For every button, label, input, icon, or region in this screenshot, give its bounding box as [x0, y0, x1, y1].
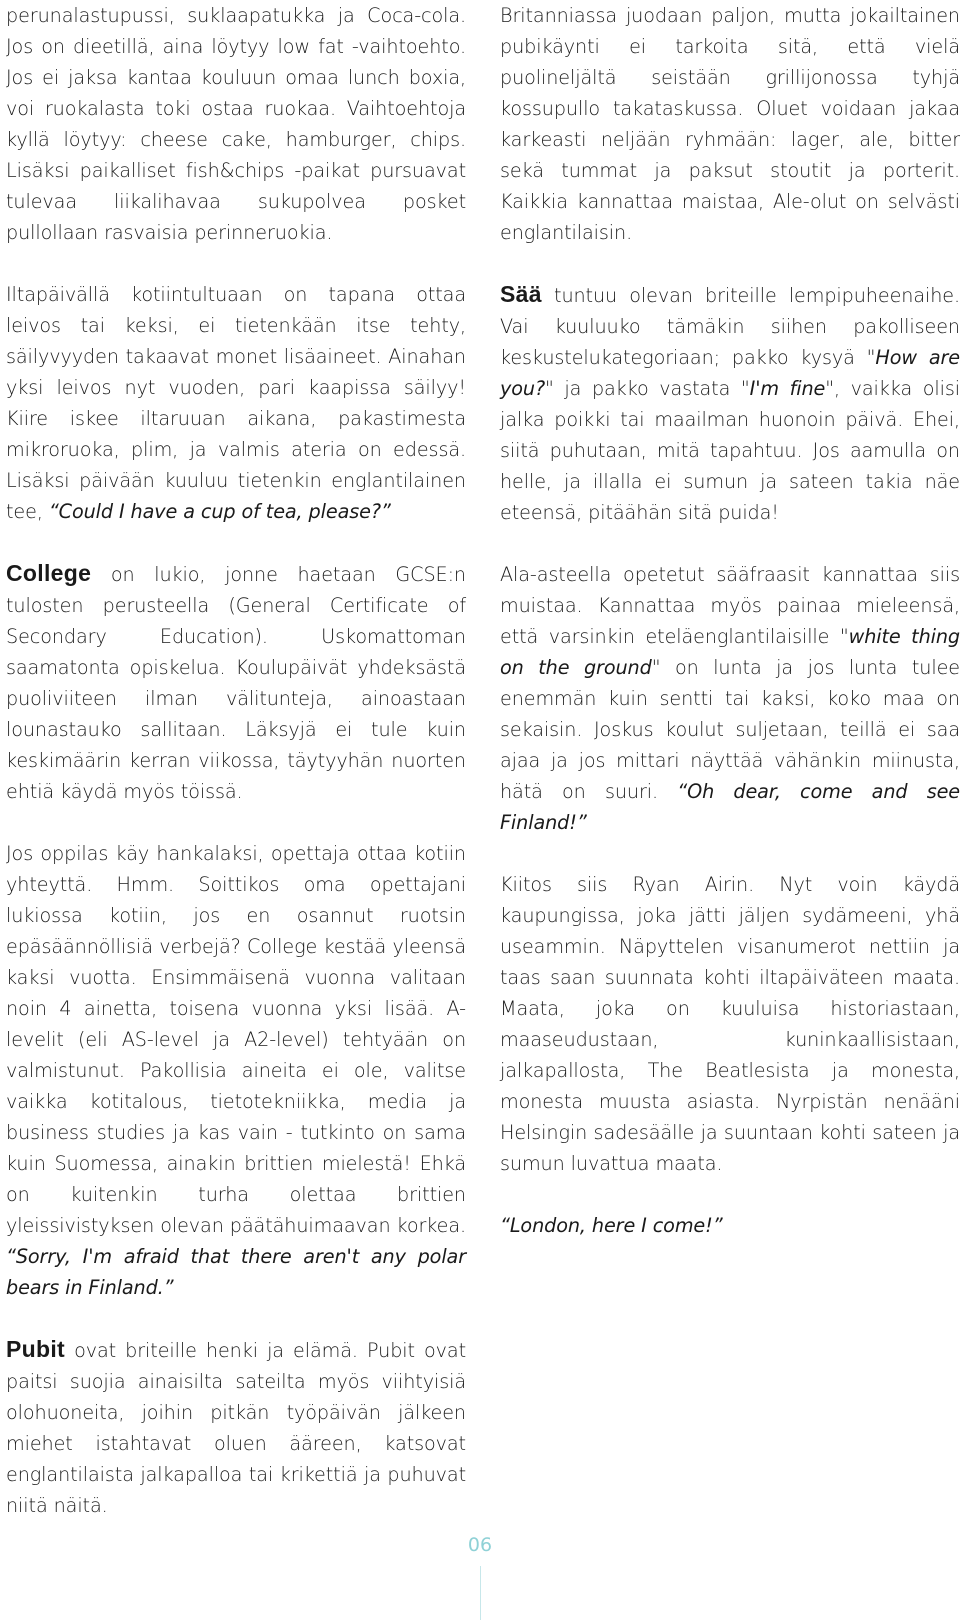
paragraph-teacher: Jos oppilas käy hankalaksi, opettaja ottaa kotiin yhteyttä. Hmm. Soittikos oma opettajani lukiossa kotiin, jos en osannut ruotsin epäsäännöllisiä verbejä? College kestää yleensä kaksi vuotta. Ensimmäisenä vuonna valitaan noin 4 ainetta, toisena vuonna yksi lisää. A-levelit (eli AS-level ja A2-level) tehtyään on valmistunut. Pakollisia aineita ei ole, valitse vaikka kotitalous, tietotekniikka, media ja business studies ja kas vain - tutkinto on sama kuin Suomessa, ainakin brittien mielestä! Ehkä on kuitenkin turha olettaa brittien yleissivistyksen olevan päätähuimaavan korkea. “Sorry, I'm afraid that there aren't any polar bears in Finland.”: [6, 842, 466, 1299]
right-column: [500, 0, 960, 1272]
paragraph-ryanair: Kiitos siis Ryan Airin. Nyt voin käydä kaupungissa, joka jätti jäljen sydämeeni, yhä useammin. Näpyttelen visanumerot nettiin ja taas saan suunnata kohti iltapäiväteen maata. Maata, joka on kuuluisa historiastaan, maaseudustaan, kuninkaallisistaan, jalkapallosta, The Beatlesista ja monesta, monesta muusta asiasta. Nyrpistän nenääni Helsingin sadesäälle ja suuntaan kohti sateen ja sumun luvattua maata.: [500, 873, 960, 1175]
quote-tea: “Could I have a cup of tea, please?”: [48, 500, 391, 523]
paragraph-weather: Sää tuntuu olevan briteille lempipuheenaihe. Vai kuuluuko tämäkin siihen pakolliseen keskustelukategoriaan; pakko kysyä "How are you?" ja pakko vastata "I'm fine", vaikka olisi jalka poikki tai maailman huonoin päivä. Ehei, siitä puhutaan, mitä tapahtuu. Jos aamulla on helle, ja illalla ei sumun ja sateen takia näe eteensä, pitäähän sitä puida!: [500, 281, 960, 524]
lead-word-college: College: [6, 560, 92, 586]
quote-finland: “Oh dear, come and see Finland!”: [500, 780, 960, 834]
paragraph-beer: Britanniassa juodaan paljon, mutta jokailtainen pubikäynti ei tarkoita sitä, että vielä puolineljältä seistään grillijonossa tyhjä kossupullo takataskussa. Oluet voidaan jakaa karkeasti neljään ryhmään: lager, ale, bitter sekä tummat ja paksut stoutit ja porterit. Kaikkia kannattaa maistaa, Ale-olut on selvästi englantilaisin.: [500, 4, 960, 244]
paragraph-snow: Ala-asteella opetetut sääfraasit kannattaa siis muistaa. Kannattaa myös painaa mieleensä, että varsinkin eteläenglantilaisille "white thing on the ground" on lunta ja jos lunta tulee enemmän kuin sentti tai kaksi, koko maa on sekaisin. Joskus koulut suljetaan, teillä ei saa ajaa ja jos mittari näyttää vähänkin miinusta, hätä on suuri. “Oh dear, come and see Finland!”: [500, 563, 960, 834]
quote-london: “London, here I come!”: [500, 1214, 723, 1237]
page-number: 06: [467, 1534, 493, 1556]
lead-word-saa: Sää: [500, 281, 542, 307]
paragraph-london: [500, 1210, 960, 1241]
left-column: [6, 0, 466, 1552]
page-number-rule: [480, 1566, 481, 1620]
paragraph-afternoon: Iltapäivällä kotiintultuaan on tapana ottaa leivos tai keksi, ei tietenkään itse tehty, säilyvyyden takaavat monet lisäaineet. Ainahan yksi leivos nyt vuoden, pari kaapissa säilyy! Kiire iskee iltaruuan aikana, pakastimesta mikroruoka, plim, ja valmis ateria on edessä. Lisäksi päivään kuuluu tietenkin englantilainen tee, “Could I have a cup of tea, please?”: [6, 283, 466, 523]
paragraph-food: perunalastupussi, suklaapatukka ja Coca-cola. Jos on dieetillä, aina löytyy low fat -vaihtoehto. Jos ei jaksa kantaa kouluun omaa lunch boxia, voi ruokalasta toki ostaa ruokaa. Vaihtoehtoja kyllä löytyy: cheese cake, hamburger, chips. Lisäksi paikalliset fish&chips -paikat pursuavat tulevaa liikalihavaa sukupolvea posket pullollaan rasvaisia perinneruokia.: [6, 4, 466, 244]
lead-word-pubit: Pubit: [6, 1336, 65, 1362]
paragraph-pubs: Pubit ovat briteille henki ja elämä. Pubit ovat paitsi suojia ainaisilta sateilta myös viihtyisiä olohuoneita, joihin pitkän työpäivän jälkeen miehet istahtavat oluen ääreen, katsovat englantilaista jalkapalloa tai krikettiä ja puhuvat niitä näitä.: [6, 1336, 466, 1517]
paragraph-college: College on lukio, jonne haetaan GCSE:n tulosten perusteella (General Certificate of Secondary Education). Uskomattoman saamatonta opiskelua. Koulupäivät yhdeksästä puoliviiteen ilman välitunteja, ainoastaan lounastauko sallitaan. Läksyjä ei tule kuin keskimäärin kerran viikossa, täytyyhän nuorten ehtiä käydä myös töissä.: [6, 560, 466, 803]
quote-polar-bears: “Sorry, I'm afraid that there aren't any polar bears in Finland.”: [6, 1245, 466, 1299]
